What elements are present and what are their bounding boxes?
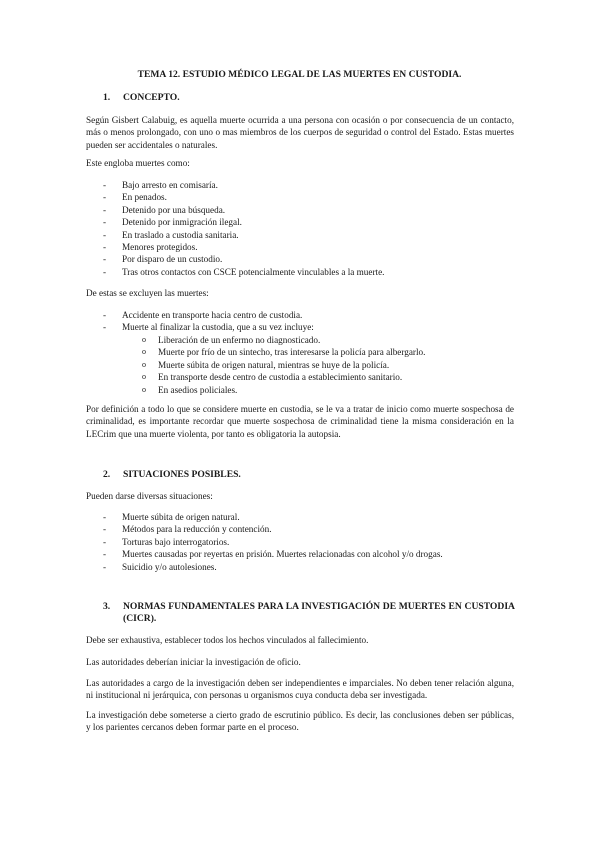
list-item: - Menores protegidos.: [103, 241, 198, 252]
list-item: - Torturas bajo interrogatorios.: [103, 536, 230, 547]
list-item: - Accidente en transporte hacia centro de custodia.: [103, 310, 303, 320]
sublist-item: o En asedios policiales.: [142, 384, 238, 395]
list-item: - Detenido por una búsqueda.: [103, 204, 226, 215]
list-item: - Por disparo de un custodio.: [103, 254, 223, 265]
sublist-item: o Liberación de un enfermo no diagnosticado.: [142, 335, 321, 345]
sublist-item: o Muerte por frío de un sintecho, tras interesarse la policía para albergarlo.: [142, 347, 426, 358]
excluded-sublist: [86, 334, 514, 396]
list-item: - En penados.: [103, 192, 167, 203]
list-item: - En traslado a custodia sanitaria.: [103, 229, 239, 240]
section-1-number: 1.: [103, 92, 111, 103]
situations-list: [86, 511, 514, 573]
document-title: TEMA 12. ESTUDIO MÉDICO LEGAL DE LAS MUERTES EN CUSTODIA.: [137, 69, 462, 80]
sublist-item: o En transporte desde centro de custodia a establecimiento sanitario.: [142, 372, 403, 383]
includes-list: [86, 179, 514, 278]
section-3-paragraph-3: Las autoridades a cargo de la investigación deben ser independientes e imparciales. No deben tener relación alguna, ni institucional ni jerárquica, con personas u organismos cuya conducta deba ser investigada.: [86, 678, 514, 701]
section-3-paragraph-2: Las autoridades deberían iniciar la investigación de oficio.: [86, 657, 301, 667]
list-item: - Detenido por inmigración ilegal.: [103, 217, 242, 228]
section-1-title: CONCEPTO.: [123, 92, 180, 103]
section-3-number: 3.: [103, 601, 111, 612]
list-item: - Muerte al finalizar la custodia, que a su vez incluye:: [103, 322, 314, 333]
sublist-item: o Muerte súbita de origen natural, mientras se huye de la policía.: [142, 359, 390, 370]
section-1-intro: Según Gisbert Calabuig, es aquella muerte ocurrida a una persona con ocasión o por consecuencia de un contacto, más o menos prolongado, con uno o mas miembros de los cuerpos de seguridad o control del Estado. Estas muertes pueden ser accidentales o naturales.: [86, 115, 514, 150]
definition-paragraph: Por definición a todo lo que se considere muerte en custodia, se le va a tratar de inicio como muerte sospechosa de criminalidad, es importante recordar que muerte sospechosa de criminalidad tiene la misma consideración en la LECrim que una muerte violenta, por tanto es obligatoria la autopsia.: [86, 404, 514, 439]
list-item: - Bajo arresto en comisaría.: [103, 180, 218, 190]
list-item: - Suicidio y/o autolesiones.: [103, 561, 217, 572]
section-3-paragraph-1: Debe ser exhaustiva, establecer todos los hechos vinculados al fallecimiento.: [86, 635, 369, 645]
section-3-title: NORMAS FUNDAMENTALES PARA LA INVESTIGACIÓN DE MUERTES EN CUSTODIA (CICR).: [123, 601, 515, 625]
includes-label: Este engloba muertes como:: [86, 158, 190, 168]
list-item: - Muertes causadas por reyertas en prisión. Muertes relacionadas con alcohol y/o drogas.: [103, 549, 443, 560]
list-item: - Tras otros contactos con CSCE potencialmente vinculables a la muerte.: [103, 266, 385, 277]
section-2-title: SITUACIONES POSIBLES.: [123, 469, 241, 480]
excluded-list: [86, 309, 514, 334]
excluded-label: De estas se excluyen las muertes:: [86, 288, 209, 298]
section-2-number: 2.: [103, 469, 111, 480]
section-3-paragraph-4: La investigación debe someterse a cierto grado de escrutinio público. Es decir, las conclusiones deben ser públicas, y los parientes cercanos deben formar parte en el proceso.: [86, 710, 514, 733]
section-2-intro: Pueden darse diversas situaciones:: [86, 491, 213, 501]
list-item: - Muerte súbita de origen natural.: [103, 512, 240, 522]
list-item: - Métodos para la reducción y contención.: [103, 524, 272, 535]
